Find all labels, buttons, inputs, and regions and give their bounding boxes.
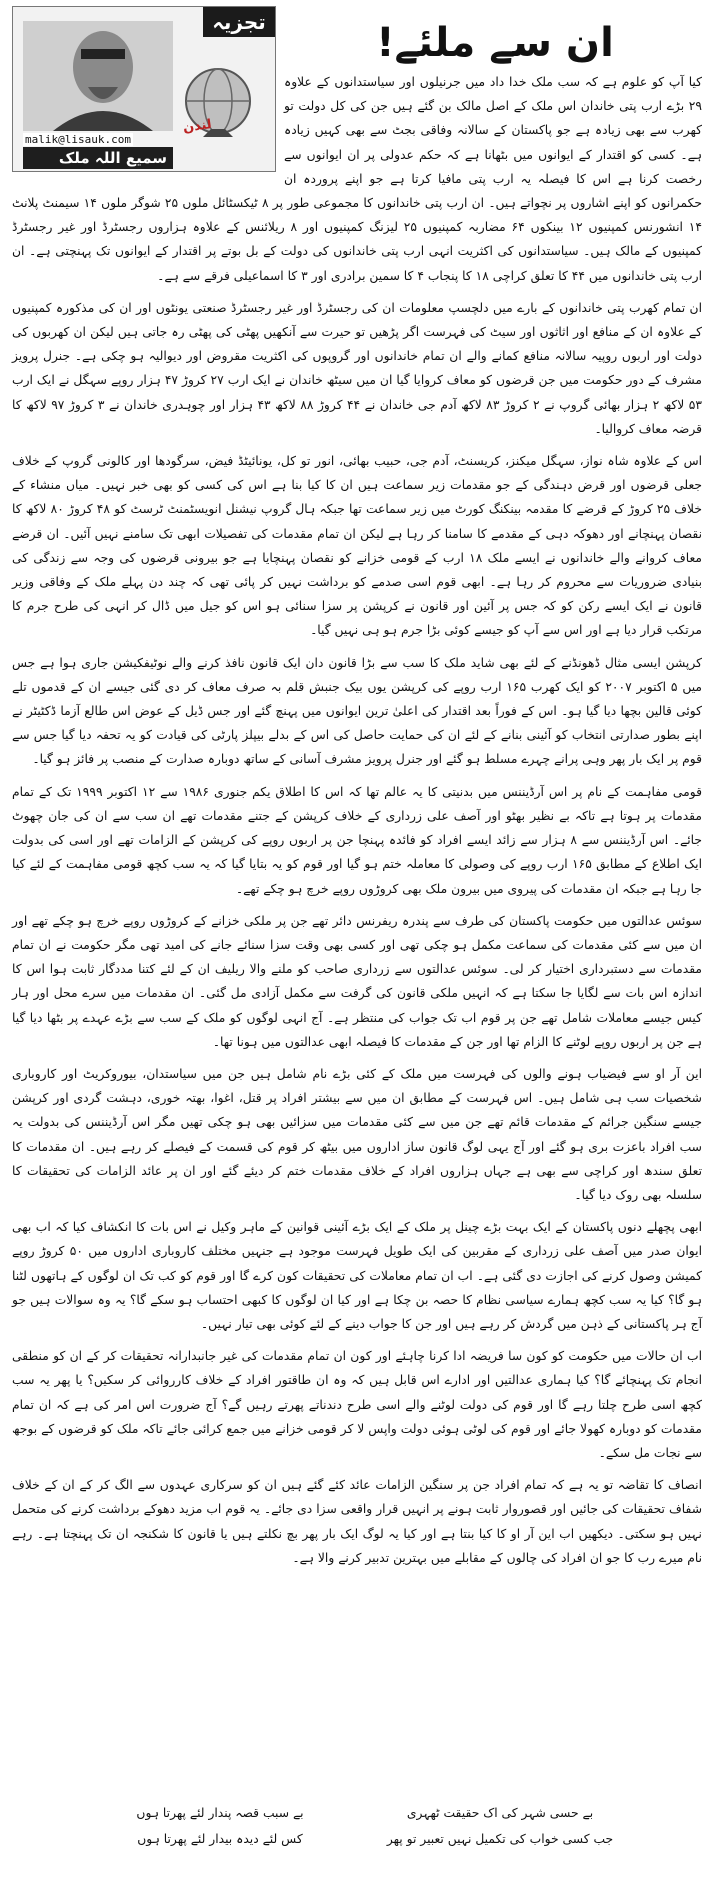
article-paragraph: کیا آپ کو علوم ہے کہ سب ملک خدا داد میں جرنیلوں اور سیاستدانوں کے علاوہ ۲۹ بڑے ارب پتی خاندان اس ملک کے اصل مالک بن گئے ہیں جن کی کل دولت تو کھرب سے بھی زیادہ ہے جو پاکستان کے سالانہ وفاقی بجٹ سے بھی کہیں زیادہ ہے۔ کسی کو اقتدار کے ایوانوں میں بٹھانا ہے کہ حکم عدولی پر ان ایوانوں سے رخصت کرنا ہے اس کا فیصلہ یہ ارب پتی مافیا کرتا ہے جو اپنے پروردہ ان حکمرانوں کو اپنے اشاروں پر نچواتے ہیں۔ ان ارب پتی خاندانوں کا مجموعی طور پر ۸ ٹیکسٹائل ملوں ۲۵ شوگر ملوں ۱۴ سیمنٹ پلانٹ ۱۴ انشورنس کمپنیوں ۱۲ بینکوں ۶۴ مضاربہ کمپنیوں ۲۵ لیزنگ کمپنیوں اور ۸ ریلائنس کے علاوہ ہزاروں رجسٹرڈ اور غیر رجسٹرڈ کمپنیوں کے مالک ہیں۔ سیاستدانوں کی اکثریت انہی ارب پتی خاندانوں کی دولت کے بل بوتے پر اقتدار کے ایوانوں تک پہنچتی ہے۔ ان ارب پتی خاندانوں میں ۴۴ کا تعلق کراچی ۱۸ کا پنجاب ۴ کا سمین برادری اور ۳ کا اسماعیلی فرقے سے ہے۔ xyxy=(12,75,703,283)
article-paragraph: این آر او سے فیضیاب ہونے والوں کی فہرست میں ملک کے کئی بڑے نام شامل ہیں جن میں سیاستدان، بیوروکریٹ اور کاروباری شخصیات سب ہی شامل ہیں۔ اس فہرست کے مطابق ان میں سے بیشتر افراد پر قتل، اغوا، بھتہ خوری، دہشت گردی اور کرپشن جیسے سنگین جرائم کے مقدمات قائم تھے جن میں سے کئی مقدمات میں سزائیں بھی ہو چکی تھیں مگر اس آرڈیننس کی بدولت یہ سب افراد باعزت بری ہو گئے اور آج یہی لوگ قانون ساز اداروں میں بیٹھ کر قوم کی قسمت کے فیصلے کر رہے ہیں۔ ان مقدمات کا تعلق سندھ اور کراچی سے بھی ہے جہاں ہزاروں افراد کے خلاف مقدمات ختم کر دیئے گئے اور ان پر عائد الزامات کی تحقیقات کا سلسلہ بھی روک دیا گیا۔ xyxy=(12,1066,702,1202)
section-badge: تجزیہ xyxy=(203,7,275,37)
author-name: سمیع اللہ ملک xyxy=(23,147,173,169)
article-paragraph: اب ان حالات میں حکومت کو کون سا فریضہ ادا کرنا چاہئے اور کون ان تمام مقدمات کی غیر جانبدارانہ تحقیقات کر کے ان کو منطقی انجام تک پہنچائے گا؟ کیا ہماری عدالتیں اور ادارے اس قابل ہیں کہ وہ ان طاقتور افراد کے خلاف کارروائی کر سکیں؟ یا پھر یہ سب کچھ اسی طرح چلتا رہے گا اور قوم کی دولت لوٹنے والے اسی طرح دندناتے پھرتے رہیں گے؟ آج ضرورت اس امر کی ہے کہ ان تمام مقدمات کو دوبارہ کھولا جائے اور قوم کی لوٹی ہوئی دولت واپس لا کر قومی خزانے میں جمع کرائی جائے تاکہ ملک کو قرضوں کے بوجھ سے نجات مل سکے۔ xyxy=(12,1349,702,1460)
photo-wrap-spacer xyxy=(12,70,284,178)
author-email-link[interactable]: malik@lisauk.com xyxy=(25,133,131,146)
article-paragraph: کرپشن ایسی مثال ڈھونڈنے کے لئے بھی شاید ملک کا سب سے بڑا قانون دان ایک قانون نافذ کرنے والے نوٹیفکیشن جاری ہوا ہے جس میں ۵ اکتوبر ۲۰۰۷ کو ایک کھرب ۱۶۵ ارب روپے کی کرپشن یوں بیک جنبش قلم بہ صرف معاف کر دی گئی جیسے ان کے قدموں تلے کوئی قالین بچھا دیا گیا ہو۔ اس کے فوراً بعد اقتدار کی اعلیٰ ترین ایوانوں میں پہنچ گئے اور جس ڈیل کے عوض اس طالع آزما ڈکٹیٹر نے اپنے بطور صدارتی انتخاب کو آئینی بنانے کے لئے ان کی حمایت حاصل کی اس کے بدلے بیپلز پارٹی کی قیادت کو یہ تحفہ دیا گیا جس سے قوم پر ایک بار پھر وہی پرانے چہرے مسلط ہو گئے اور جنرل پرویز مشرف آسانی کے ساتھ دوبارہ صدارت کے منصب پر فائز ہو گیا۔ xyxy=(12,655,702,767)
article-paragraph: سوئس عدالتوں میں حکومت پاکستان کی طرف سے پندرہ ریفرنس دائر تھے جن پر ملکی خزانے کے کروڑوں روپے خرچ ہو چکے تھے اور ان میں سے کئی مقدمات کی سماعت مکمل ہو چکی تھی اور کسی بھی وقت سزا سنائے جانے کی امید تھی مگر حکومت نے ان تمام مقدمات سے دستبرداری اختیار کر لی۔ سوئس عدالتوں سے زرداری صاحب کو ملنے والا ریلیف ان کے لئے کتنا مددگار ثابت ہوا اس کا اندازہ اس بات سے لگایا جا سکتا ہے کہ انہیں ملکی قانون کی گرفت سے مکمل آزادی مل گئی۔ ان مقدمات میں سرے محل اور ہار کیس جیسے معاملات شامل تھے جن پر قوم اب تک جواب کی منتظر ہے۔ آج انہی لوگوں کو ملک کے سب سے بڑے عہدے پر بٹھا دیا گیا ہے جن پر اربوں روپے لوٹنے کا الزام تھا اور جن کے مقدمات کا فیصلہ ابھی عدالتوں میں ہونا تھا۔ xyxy=(12,913,702,1049)
closing-verse xyxy=(100,1800,620,1872)
article-title: ان سے ملئے! xyxy=(376,20,614,66)
article-paragraph: انصاف کا تقاضہ تو یہ ہے کہ تمام افراد جن پر سنگین الزامات عائد کئے گئے ہیں ان کو سرکاری عہدوں سے الگ کر کے ان کے خلاف شفاف تحقیقات کی جائیں اور قصوروار ثابت ہونے پر انہیں قرار واقعی سزا دی جائے۔ یہ قوم اب مزید دھوکے برداشت کرنے کی متحمل نہیں ہو سکتی۔ دیکھیں اب این آر او کا کیا بنتا ہے اور کیا یہ لوگ ایک بار پھر بچ نکلتے ہیں یا قانون کا شکنجہ ان تک پہنچتا ہے۔ رہے نام میرے رب کا جو ان افراد کی چالوں کے مقابلے میں بہترین تدبیر کرنے والا ہے۔ xyxy=(12,1478,702,1565)
verse-hemistich: بے سبب قصہ پندار لئے پھرتا ہوں xyxy=(136,1806,304,1820)
verse-line xyxy=(100,1800,620,1826)
article-body xyxy=(12,70,702,1578)
verse-hemistich: بے حسی شہر کی اک حقیقت ٹھہری xyxy=(406,1806,594,1820)
article-paragraph: قومی مفاہمت کے نام پر اس آرڈیننس میں بدنیتی کا یہ عالم تھا کہ اس کا اطلاق یکم جنوری ۱۹۸۶ سے ۱۲ اکتوبر ۱۹۹۹ تک کے تمام مقدمات پر ہوتا ہے تاکہ بے نظیر بھٹو اور آصف علی زرداری کے خلاف کرپشن کے جتنے مقدمات تھے ان سب سے ان کی جان چھوٹ جائے۔ اس آرڈیننس سے ۸ ہزار سے زائد ایسے افراد کو فائدہ پہنچا جن پر اربوں روپے کی کرپشن کے الزامات تھے اور اسی کی بدولت ایک اطلاع کے مطابق ۱۶۵ ارب روپے کی وصولی کا معاملہ ختم ہو گیا اور قوم کو یہ بتایا گیا کہ یہ سب کچھ قومی مفاہمت کے لئے کیا جا رہا ہے جبکہ ان مقدمات کی پیروی میں بیرون ملک بھی کروڑوں روپے خرچ ہو چکے تھے۔ xyxy=(12,784,703,896)
verse-hemistich: جب کسی خواب کی تکمیل نہیں تعبیر تو پھر xyxy=(386,1832,614,1846)
london-logo: لندن xyxy=(182,117,213,136)
verse-line xyxy=(100,1826,620,1852)
article-paragraph: ان تمام کھرب پتی خاندانوں کے بارے میں دلچسپ معلومات ان کی رجسٹرڈ اور غیر رجسٹرڈ صنعتی یونٹوں اور ان کی مذکورہ کمپنیوں کے علاوہ ان کے منافع اور اثاثوں اور سیٹ کی فہرست اگر پڑھیں تو حیرت سے آنکھیں پھٹی کی پھٹی رہ جاتی ہیں لیکن ان کھربوں کی دولت اور اربوں روپیہ سالانہ منافع کمانے والے ان تمام خاندانوں اور گروپوں کی اکثریت مقروض اور دیوالیہ ہو چکی ہے۔ جنرل پرویز مشرف کے دور حکومت میں جن قرضوں کو معاف کروایا گیا ان میں سیٹھ خاندان نے ایک ارب ۲۷ کروڑ ۴۷ ہزار روپے سہگل نے ایک ارب ۵۳ لاکھ ۲ ہزار بھائی گروپ نے ۲ کروڑ ۸۳ لاکھ آدم جی خاندان نے ۴۴ کروڑ ۸۸ لاکھ ۴۳ ہزار اور چوہدری خاندان نے ۳ کروڑ ۹۷ لاکھ کا قرضہ معاف کروالیا۔ xyxy=(12,300,702,436)
verse-hemistich: کس لئے دیدہ بیدار لئے پھرتا ہوں xyxy=(137,1832,303,1846)
article-paragraph: اس کے علاوہ شاہ نواز، سہگل میکنز، کریسنٹ، آدم جی، حبیب بھائی، انور تو کل، یونائیٹڈ فیض، سرگودھا اور کالونی گروپ کے خلاف جعلی قرضوں اور قرض دہندگی کے جو مقدمات زیر سماعت ہیں ان کا کیا بنا ہے اس کی کسی کو بھی خبر نہیں۔ میاں منشاء کے خلاف ۲۵ کروڑ کے قرضے کا مقدمہ بینکنگ کورٹ میں زیر سماعت تھا جبکہ ہال گروپ نیشنل انویسٹمنٹ ٹرسٹ کو ۴۸ کروڑ ۸۰ لاکھ کا نقصان پہنچانے اور دھوکہ دہی کے مقدمے کا سامنا کر رہا ہے لیکن ان تمام مقدمات کی تفصیلات ابھی تک سامنے نہیں آئیں۔ ان قرضے معاف کروانے والے خاندانوں نے ایسے ملک ۱۸ ارب کے قومی خزانے کو نقصان پہنچایا ہے جو بیرونی قرضوں کی وجہ سے زندگی کی بنیادی ضروریات سے محروم کر رہا ہے۔ ابھی قوم اسی صدمے کو برداشت نہیں کر پائی تھی کہ چند دن پہلے ملک کے وفاقی وزیر قانون نے ایک ایسے رکن کو کہ جس پر آئین اور قانون نے کرپشن پر سزا سنائی ہو اس کو جیل میں ڈال کر انہی کی طرح جرم کا مرتکب قرار دیا ہے اور اس سے آپ کو جیسے کوئی بڑا جرم ہو ہی نہیں گیا۔ xyxy=(12,454,702,638)
article-paragraph: ابھی پچھلے دنوں پاکستان کے ایک بہت بڑے چینل پر ملک کے ایک بڑے آئینی قوانین کے ماہر وکیل نے اس بات کا انکشاف کیا کہ اب بھی ایوان صدر میں آصف علی زرداری کے مقربین کی ایک طویل فہرست موجود ہے جنہیں مختلف کاروباری اداروں میں ۵۰ کروڑ روپے کمیشن وصول کرنے کی اجازت دی گئی ہے۔ اب ان تمام معاملات کی تحقیقات کون کرے گا اور قوم کو کب تک ان لوگوں کے ہاتھوں لٹنا ہو گا؟ کیا یہ سب کچھ ہمارے سیاسی نظام کا حصہ بن چکا ہے اور کیا ان لوگوں کا کبھی احتساب ہو سکے گا؟ یہ وہ سوالات ہیں جو آج ہر پاکستانی کے ذہن میں گردش کر رہے ہیں اور جن کا جواب دینے کے لئے کوئی بھی تیار نہیں۔ xyxy=(12,1220,702,1331)
